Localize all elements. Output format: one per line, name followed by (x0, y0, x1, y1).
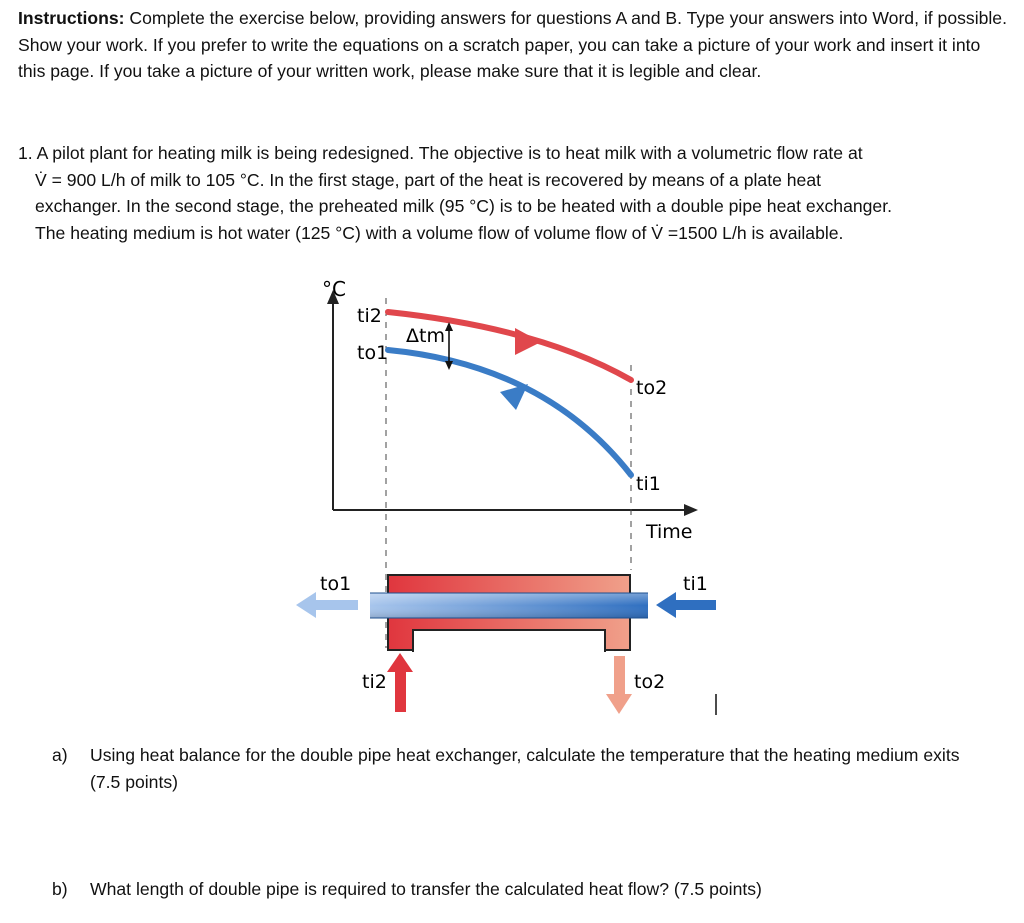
milk-outlet-arrow-icon (296, 592, 358, 618)
label-to2-right: to2 (636, 377, 668, 399)
milk-inlet-arrow-icon (656, 592, 716, 618)
question-b (52, 876, 982, 903)
problem-line-3: exchanger. In the second stage, the preheated milk (95 °C) is to be heated with a double pipe heat exchanger. (35, 196, 892, 216)
double-pipe-exchanger (296, 573, 716, 714)
label-ti1-exchanger: ti1 (683, 573, 708, 595)
problem-line-1 (18, 140, 1008, 167)
question-a (52, 742, 982, 796)
label-to1-exchanger: to1 (320, 573, 352, 595)
label-ti1-right: ti1 (636, 473, 661, 495)
inner-pipe-shade (370, 593, 648, 618)
problem-line-2: V̇ = 900 L/h of milk to 105 °C. In the first stage, part of the heat is recovered by means of a plate heat (35, 169, 822, 190)
heat-exchanger-diagram (0, 270, 1024, 730)
delta-tm-arrow-down-icon (445, 361, 453, 370)
label-to1-top: to1 (357, 342, 389, 364)
hot-water-outlet-arrow-icon (606, 656, 632, 714)
label-delta-tm: Δtm (406, 325, 445, 347)
label-ti2-top: ti2 (357, 305, 382, 327)
problem-statement (18, 140, 1008, 246)
hot-water-inlet-arrow-icon (387, 653, 413, 712)
instructions-label: Instructions: (18, 8, 125, 28)
label-ti2-bottom: ti2 (362, 671, 387, 693)
problem-line-4: The heating medium is hot water (125 °C) with a volume flow of volume flow of V̇ =1500 L/h is available. (35, 222, 844, 243)
question-b-letter: b) (52, 879, 68, 899)
question-a-letter: a) (52, 745, 68, 765)
label-to2-bottom: to2 (634, 671, 666, 693)
question-a-text: Using heat balance for the double pipe heat exchanger, calculate the temperature that the heating medium exits (7.5 points) (90, 745, 960, 792)
y-axis-unit: °C (322, 277, 346, 301)
x-axis-label: Time (646, 521, 693, 543)
question-b-text: What length of double pipe is required to transfer the calculated heat flow? (7.5 points) (90, 879, 762, 899)
x-axis-arrow (684, 504, 698, 516)
outer-pipe-bottom-mask (414, 642, 604, 654)
cold-flow-arrow-icon (500, 384, 528, 410)
milk-curve (388, 350, 631, 475)
instructions-paragraph (18, 5, 1008, 85)
problem-number: 1. (18, 143, 33, 163)
instructions-text: Complete the exercise below, providing answers for questions A and B. Type your answers into Word, if possible. Show your work. If you prefer to write the equations on a scratch paper, you can take a picture of your work and insert it into this page. If you take a picture of your written work, please make sure that it is legible and clear. (18, 8, 1007, 81)
hot-flow-arrow-icon (515, 328, 541, 355)
problem-text-1: A pilot plant for heating milk is being redesigned. The objective is to heat milk with a volumetric flow rate at (32, 143, 863, 163)
